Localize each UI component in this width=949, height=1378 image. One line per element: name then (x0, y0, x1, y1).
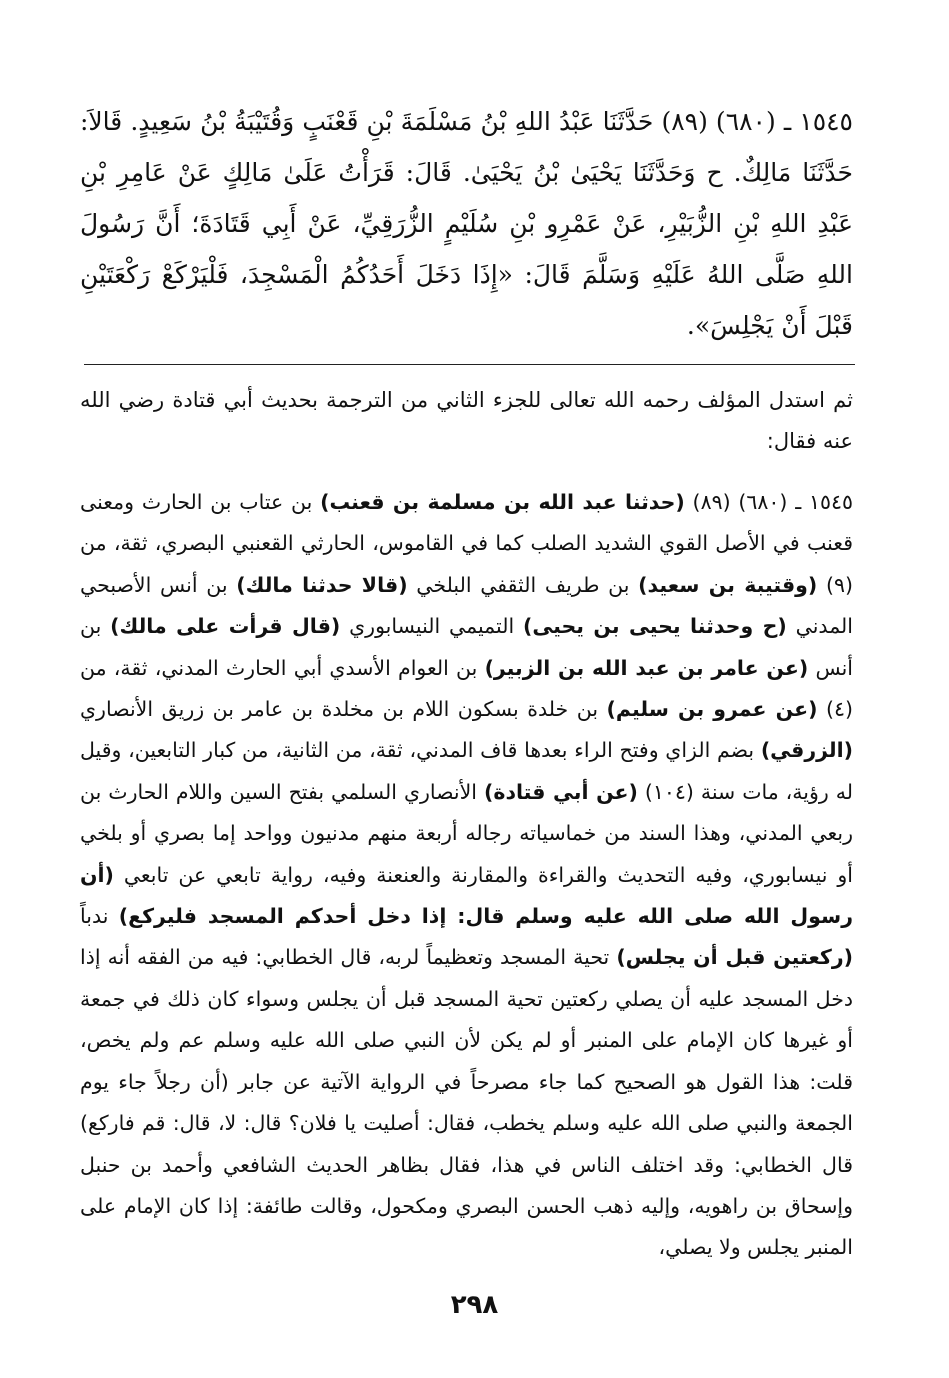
commentary-bold: (عن عامر بن عبد الله بن الزبير) (484, 655, 809, 680)
commentary-span: بن أنس الأصبحي المدني (80, 572, 853, 639)
commentary-text (80, 482, 853, 1269)
page-number: ٢٩٨ (450, 1290, 499, 1320)
separator-line (84, 364, 855, 365)
commentary-span: بن أنس (80, 614, 854, 680)
commentary-span: التميمي النيسابوري (340, 614, 523, 639)
commentary-span: بن خلدة بسكون اللام بن مخلدة بن عامر بن زريق الأنصاري (80, 697, 607, 722)
commentary-span: بن العوام الأسدي أبي الحارث المدني، ثقة، من (٤) (80, 655, 853, 722)
commentary-bold: (حدثنا عبد الله بن مسلمة بن قعنب) (320, 490, 685, 514)
commentary-bold: (عن عمرو بن سليم) (606, 697, 818, 722)
commentary-bold: (ح وحدثنا يحيى بن يحيى) (523, 614, 787, 639)
commentary-span: الأنصاري السلمي بفتح السين واللام الحارث بن ربعي المدني، وهذا السند من خماسياته رجاله أربعة منهم مدنيون وواحد إما بصري أو بلخي أو نيسابوري، وفيه التحديث والقراءة والمقارنة والعنعنة وفيه، رواية تابعي عن تابعي (80, 779, 853, 887)
commentary-span: بن طريف الثقفي البلخي (407, 572, 639, 597)
hadith-text: ١٥٤٥ ـ (٦٨٠) (٨٩) حَدَّثَنَا عَبْدُ اللهِ بْنُ مَسْلَمَةَ بْنِ قَعْنَبٍ وَقُتَيْبَةُ بْنُ سَعِيدٍ. قَالاَ: حَدَّثَنَا مَالِكٌ. ح وَحَدَّثَنَا يَحْيَىٰ بْنُ يَحْيَىٰ. قَالَ: قَرَأْتُ عَلَىٰ مَالِكٍ عَنْ عَامِرِ بْنِ عَبْدِ اللهِ بْنِ الزُّبَيْرِ، عَنْ عَمْرِو بْنِ سُلَيْمٍ الزُّرَقِيِّ، عَنْ أَبِي قَتَادَةَ؛ أَنَّ رَسُولَ اللهِ صَلَّى اللهُ عَلَيْهِ وَسَلَّمَ قَالَ: «إِذَا دَخَلَ أَحَدُكُمُ الْمَسْجِدَ، فَلْيَرْكَعْ رَكْعَتَيْنِ قَبْلَ أَنْ يَجْلِسَ». (80, 107, 853, 340)
commentary-bold: (الزرقي) (760, 738, 853, 763)
intro-text: ثم استدل المؤلف رحمه الله تعالى للجزء الثاني من الترجمة بحديث أبي قتادة رضي الله عنه فقال: (80, 388, 853, 453)
commentary-span: ١٥٤٥ ـ (٦٨٠) (٨٩) (684, 490, 854, 514)
commentary-bold: (عن أبي قتادة) (483, 779, 638, 804)
commentary-span: بن عتاب بن الحارث ومعنى قعنب في الأصل القوي الشديد الصلب كما في القاموس، الحارثي القعنبي البصري، ثقة، من (٩) (80, 490, 854, 597)
commentary-span: بضم الزاي وفتح الراء بعدها قاف المدني، ثقة، من الثانية، من كبار التابعين، وقيل له رؤية، مات سنة (١٠٤) (80, 738, 853, 804)
commentary-span: ندباً (80, 904, 119, 929)
commentary-bold: (وقتيبة بن سعيد) (638, 572, 818, 597)
commentary-span: تحية المسجد وتعظيماً لربه، قال الخطابي: فيه من الفقه أنه إذا دخل المسجد عليه أن يصلي ركعتين تحية المسجد قبل أن يجلس وسواء كان ذلك في جمعة أو غيرها كان الإمام على المنبر أو لم يكن لأن النبي صلى الله عليه وسلم عم ولم يخص، قلت: هذا القول هو الصحيح كما جاء مصرحاً في الرواية الآتية عن جابر (أن رجلاً جاء يوم الجمعة والنبي صلى الله عليه وسلم يخطب، فقال: أصليت يا فلان؟ قال: لا، قال: قم فاركع) قال الخطابي: وقد اختلف الناس في هذا، فقال بظاهر الحديث الشافعي وأحمد بن حنبل وإسحاق بن راهويه، وإليه ذهب الحسن البصري ومكحول، وقالت طائفة: إذا كان الإمام على المنبر يجلس ولا يصلي، (80, 945, 853, 1260)
commentary-bold: (قال قرأت على مالك) (110, 614, 341, 639)
commentary-bold: (قالا حدثنا مالك) (236, 572, 408, 597)
commentary-bold: (أن رسول الله صلى الله عليه وسلم قال: إذا دخل أحدكم المسجد فليركع) (80, 862, 853, 929)
commentary-bold: (ركعتين قبل أن يجلس) (616, 945, 853, 970)
